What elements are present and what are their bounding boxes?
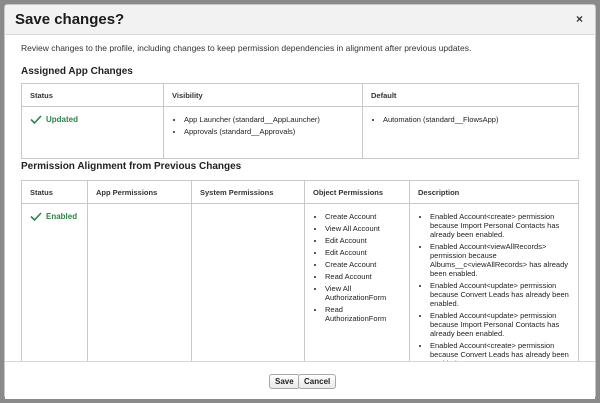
status-badge: [30, 115, 78, 124]
assigned-app-changes-title: Assigned App Changes: [21, 66, 133, 77]
list-item: • Edit Account: [325, 236, 403, 245]
list-item: • Enabled Account<update> permission because Convert Leads has already been enabled.: [430, 281, 572, 308]
status-label: Enabled: [46, 212, 78, 221]
dialog-body: [5, 35, 595, 361]
list-item: • App Launcher (standard__AppLauncher): [184, 115, 356, 124]
list-item: • Create Account: [325, 212, 403, 221]
list-item: • Create Account: [325, 260, 403, 269]
status-label: Updated: [46, 115, 78, 124]
status-badge: [30, 212, 77, 221]
list-item: • Edit Account: [325, 248, 403, 257]
dialog-header: [5, 5, 595, 35]
col-app-permissions: App Permissions: [88, 181, 192, 204]
dialog-footer: [5, 361, 595, 399]
col-system-permissions: System Permissions: [192, 181, 305, 204]
default-cell: [363, 107, 579, 159]
check-icon: [30, 212, 42, 221]
list-item: • View All Account: [325, 224, 403, 233]
save-button[interactable]: Save: [269, 374, 300, 389]
visibility-cell: [164, 107, 363, 159]
assigned-app-changes-table: [21, 83, 579, 159]
save-changes-dialog: [4, 4, 596, 399]
col-status: Status: [22, 181, 88, 204]
col-visibility: Visibility: [164, 84, 363, 107]
list-item: • Approvals (standard__Approvals): [184, 127, 356, 136]
status-cell: [22, 107, 164, 159]
col-description: Description: [410, 181, 579, 204]
col-object-permissions: Object Permissions: [305, 181, 410, 204]
list-item: • Enabled Account<create> permission because Convert Leads has already been: [430, 341, 572, 368]
check-icon: [30, 115, 42, 124]
intro-text: Review changes to the profile, including changes to keep permission dependencies in alignment after previous updates.: [21, 43, 472, 53]
list-item: • Read AuthorizationForm: [325, 305, 403, 323]
dialog-title: Save changes?: [15, 11, 125, 28]
permission-alignment-title: Permission Alignment from Previous Changes: [21, 161, 242, 172]
list-item: • Enabled Account<viewAllRecords> permission because Albums__c<viewAllRecords> has already been enabled.: [430, 242, 572, 278]
list-item: • Enabled Account<update> permission because Import Personal Contacts has already been enabled.: [430, 311, 572, 338]
list-item: • Read Account: [325, 272, 403, 281]
cancel-button[interactable]: Cancel: [298, 374, 336, 389]
col-default: Default: [363, 84, 579, 107]
col-status: Status: [22, 84, 164, 107]
list-item: • View All AuthorizationForm: [325, 284, 403, 302]
list-item: • Enabled Account<create> permission because Import Personal Contacts has already been enabled.: [430, 212, 572, 239]
list-item: • Automation (standard__FlowsApp): [383, 115, 572, 124]
close-icon[interactable]: ×: [575, 12, 583, 26]
